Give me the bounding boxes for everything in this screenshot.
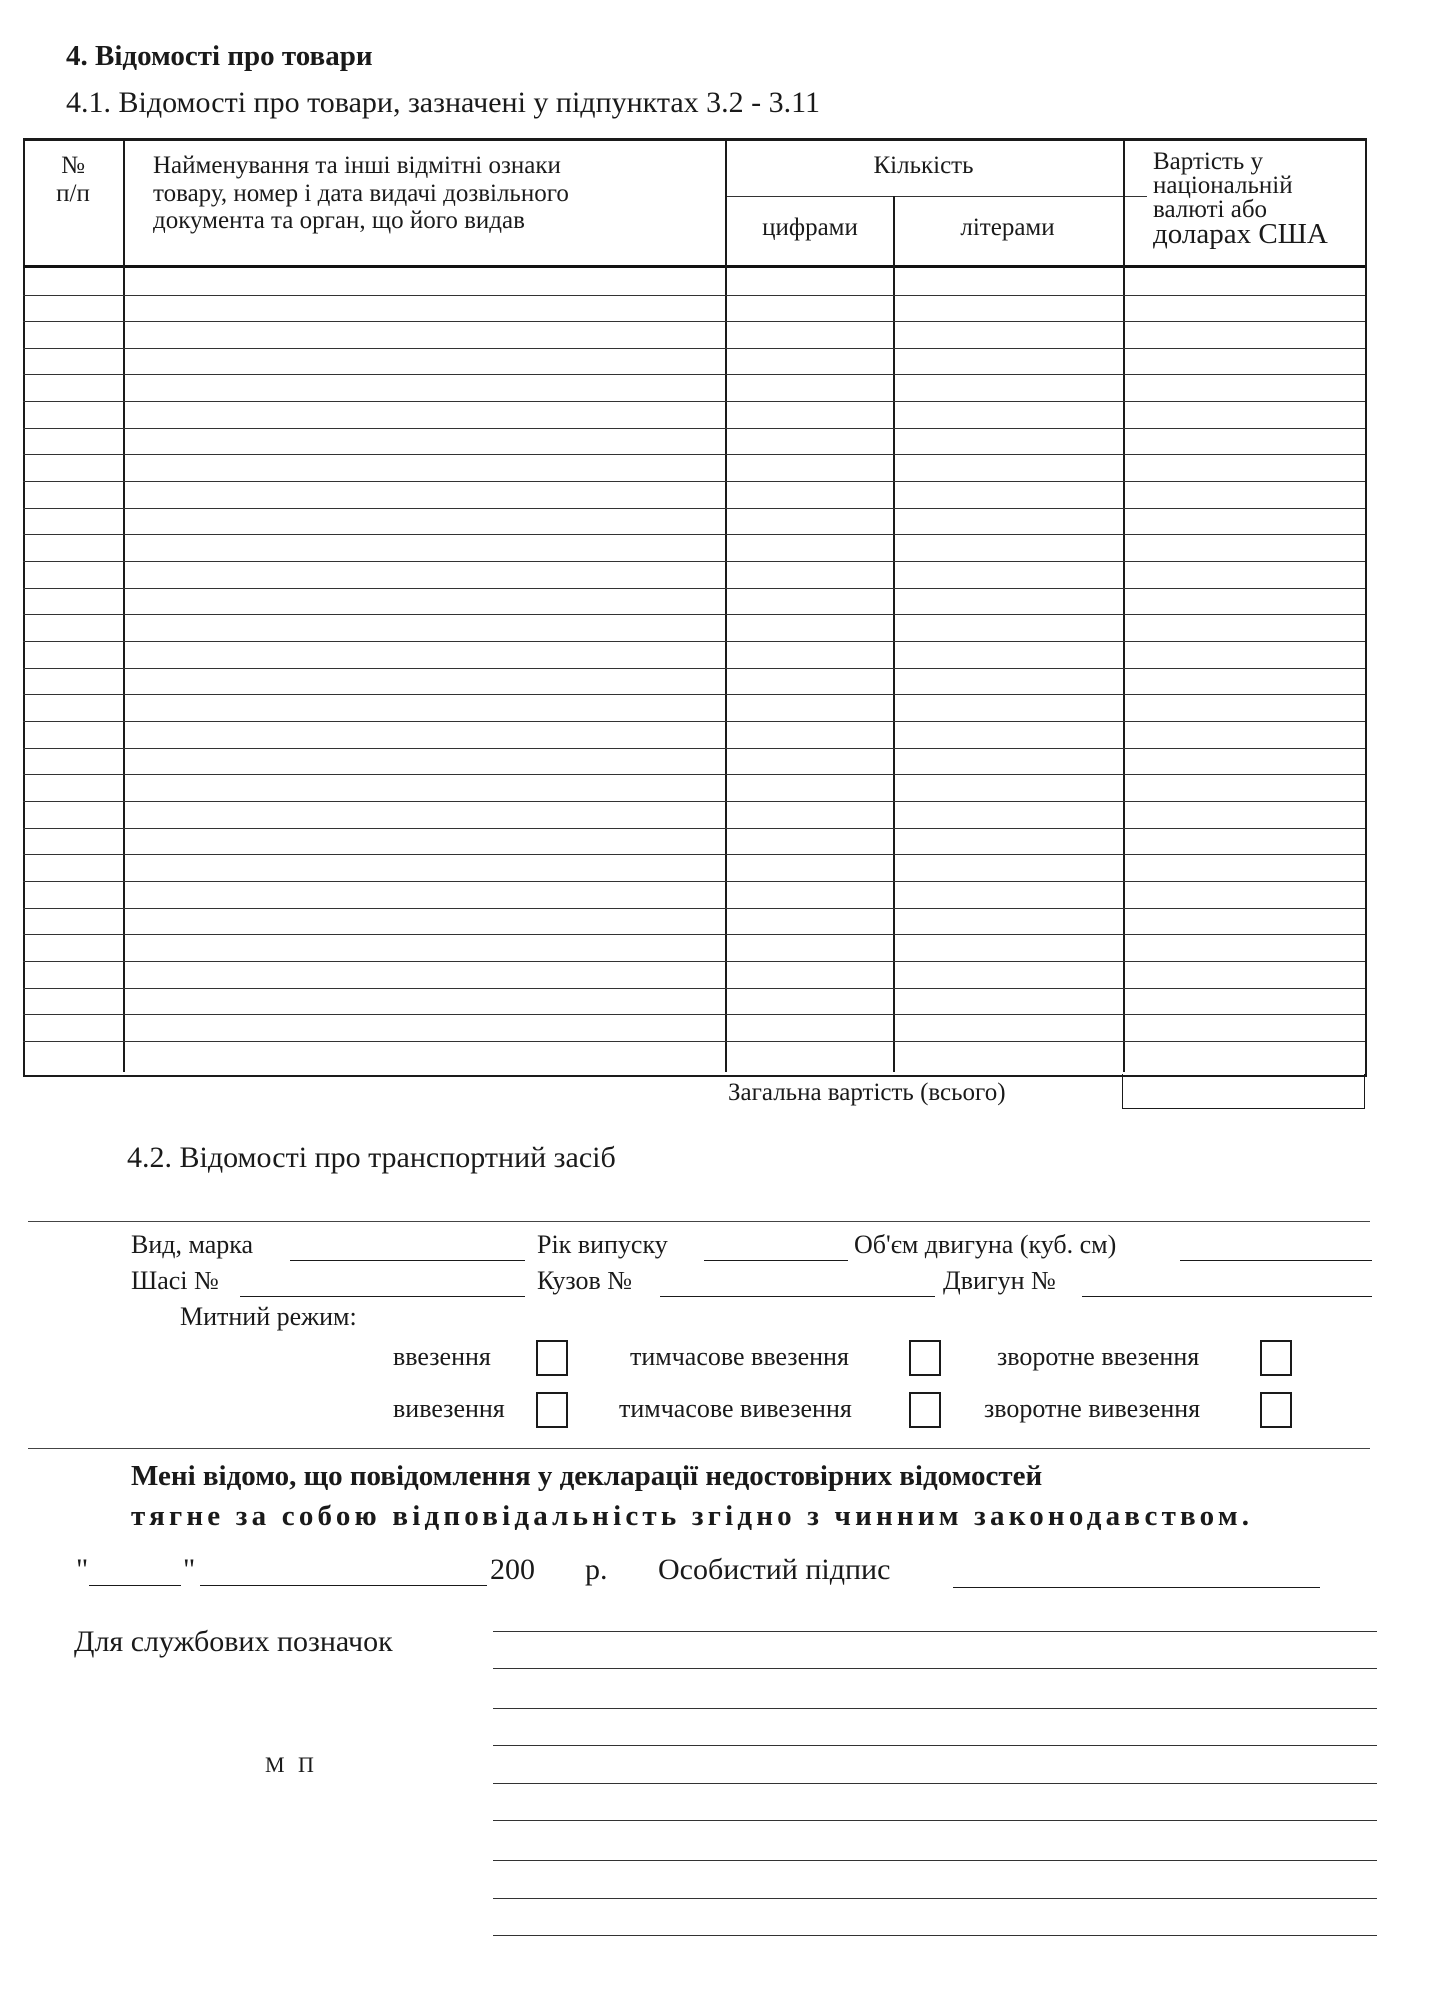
col-quantity-header: Кількість <box>873 152 974 179</box>
table-row-line <box>23 534 1365 535</box>
table-row-line <box>23 561 1365 562</box>
table-row-line <box>23 694 1365 695</box>
service-note-line[interactable] <box>493 1745 1377 1746</box>
section-rule <box>28 1448 1370 1449</box>
header-text: Найменування та інші відмітні ознаки <box>153 152 561 179</box>
declaration-line-2: тягне за собою відповідальність згідно з чинним законодавством. <box>131 1500 1254 1532</box>
chassis-label: Шасі № <box>131 1266 219 1295</box>
table-row-line <box>23 801 1365 802</box>
header-text: валюті або <box>1153 195 1268 223</box>
service-note-line[interactable] <box>493 1708 1377 1709</box>
total-cost-field[interactable] <box>1122 1074 1365 1109</box>
date-day-field[interactable] <box>89 1585 181 1586</box>
regime-reverse-import-checkbox[interactable] <box>1260 1340 1292 1376</box>
col-quantity-letters-header: літерами <box>960 214 1055 241</box>
body-label: Кузов № <box>537 1266 633 1295</box>
table-row-line <box>23 854 1365 855</box>
table-row-line <box>23 401 1365 402</box>
table-row-line <box>23 721 1365 722</box>
table-row-line <box>23 321 1365 322</box>
service-note-line[interactable] <box>493 1783 1377 1784</box>
header-text: товару, номер і дата видачі дозвільного <box>153 179 569 207</box>
table-row-line <box>23 348 1365 349</box>
column-divider <box>725 138 727 1072</box>
engine-field[interactable] <box>1082 1296 1372 1297</box>
regime-reverse-export-checkbox[interactable] <box>1260 1392 1292 1428</box>
regime-import-label: ввезення <box>393 1342 491 1371</box>
year-label: Рік випуску <box>537 1230 668 1259</box>
date-quote-open: " <box>76 1553 89 1586</box>
table-row-line <box>23 454 1365 455</box>
col-name-header <box>153 152 743 235</box>
table-row-line <box>23 374 1365 375</box>
header-text: № <box>61 152 85 179</box>
header-text: документа та орган, що його видав <box>153 207 525 234</box>
stamp-placeholder: М П <box>265 1752 318 1777</box>
chassis-field[interactable] <box>240 1296 525 1297</box>
body-field[interactable] <box>660 1296 935 1297</box>
quantity-header-divider <box>725 196 1147 197</box>
table-row-line <box>23 508 1365 509</box>
engine-volume-field[interactable] <box>1180 1260 1372 1261</box>
service-note-line[interactable] <box>493 1668 1377 1669</box>
date-quote-close: " <box>183 1553 196 1586</box>
regime-temp-import-label: тимчасове ввезення <box>630 1342 849 1371</box>
table-frame <box>23 138 1367 1077</box>
brand-label: Вид, марка <box>131 1230 254 1259</box>
section-title: 4. Відомості про товари <box>66 40 373 72</box>
table-row-line <box>23 748 1365 749</box>
header-text: Вартість у <box>1153 148 1263 175</box>
section-rule <box>28 1221 1370 1222</box>
table-row-line <box>23 295 1365 296</box>
regime-temp-export-checkbox[interactable] <box>909 1392 941 1428</box>
date-year-prefix: 200 <box>490 1553 535 1586</box>
regime-temp-export-label: тимчасове вивезення <box>619 1394 852 1423</box>
service-note-line[interactable] <box>493 1935 1377 1936</box>
goods-subtitle: 4.1. Відомості про товари, зазначені у підпунктах 3.2 - 3.11 <box>66 86 821 119</box>
table-row-line <box>23 934 1365 935</box>
table-row-line <box>23 1041 1365 1042</box>
header-text: п/п <box>56 179 90 207</box>
regime-temp-import-checkbox[interactable] <box>909 1340 941 1376</box>
service-note-line[interactable] <box>493 1898 1377 1899</box>
table-row-line <box>23 614 1365 615</box>
regime-export-checkbox[interactable] <box>536 1392 568 1428</box>
table-row-line <box>23 774 1365 775</box>
regime-export-label: вивезення <box>393 1394 505 1423</box>
engine-label: Двигун № <box>943 1266 1056 1295</box>
col-quantity-digits-header: цифрами <box>762 214 858 241</box>
column-divider <box>1123 138 1125 1072</box>
table-row-line <box>23 428 1365 429</box>
column-divider <box>123 138 125 1072</box>
table-row-line <box>23 641 1365 642</box>
header-bottom-rule <box>23 265 1365 268</box>
table-row-line <box>23 908 1365 909</box>
table-row-line <box>23 881 1365 882</box>
table-row-line <box>23 481 1365 482</box>
table-row-line <box>23 828 1365 829</box>
customs-regime-label: Митний режим: <box>180 1302 357 1331</box>
header-text: національній <box>1153 171 1293 199</box>
table-row-line <box>23 988 1365 989</box>
column-divider <box>893 196 895 1072</box>
regime-reverse-import-label: зворотне ввезення <box>997 1342 1200 1371</box>
signature-label: Особистий підпис <box>658 1553 891 1586</box>
date-month-field[interactable] <box>200 1585 487 1586</box>
goods-table <box>23 138 1365 1074</box>
vehicle-subtitle: 4.2. Відомості про транспортний засіб <box>127 1141 616 1174</box>
table-row-line <box>23 668 1365 669</box>
service-notes-label: Для службових позначок <box>74 1625 393 1658</box>
table-row-line <box>23 588 1365 589</box>
signature-field[interactable] <box>953 1587 1320 1588</box>
engine-volume-label: Об'єм двигуна (куб. см) <box>854 1230 1117 1259</box>
year-field[interactable] <box>704 1260 848 1261</box>
table-row-line <box>23 961 1365 962</box>
service-note-line[interactable] <box>493 1631 1377 1632</box>
table-row-line <box>23 1014 1365 1015</box>
declaration-line-1: Мені відомо, що повідомлення у декларації недостовірних відомостей <box>131 1460 1043 1492</box>
service-note-line[interactable] <box>493 1860 1377 1861</box>
total-cost-label: Загальна вартість (всього) <box>728 1079 1006 1106</box>
header-text: доларах США <box>1153 218 1328 251</box>
regime-reverse-export-label: зворотне вивезення <box>984 1394 1201 1423</box>
col-number-header <box>23 152 123 207</box>
date-year-suffix: р. <box>585 1553 608 1586</box>
brand-field[interactable] <box>290 1260 525 1261</box>
service-note-line[interactable] <box>493 1820 1377 1821</box>
regime-import-checkbox[interactable] <box>536 1340 568 1376</box>
col-cost-header <box>1153 150 1363 249</box>
